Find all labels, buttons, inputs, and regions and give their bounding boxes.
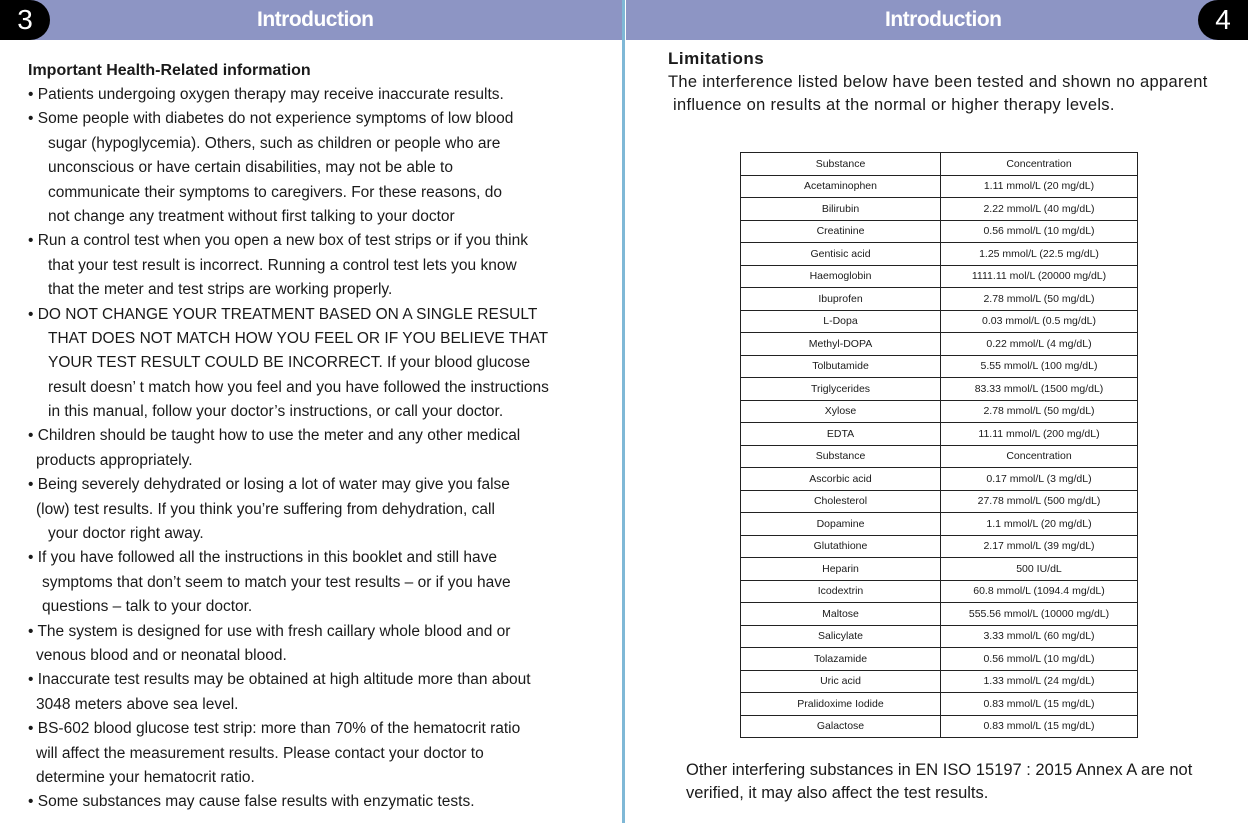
concentration-cell: 1111.11 mol/L (20000 mg/dL): [941, 265, 1138, 288]
text-line: • Some substances may cause false results with enzymatic tests.: [28, 793, 475, 811]
health-info-section: [28, 59, 608, 815]
text-line: not change any treatment without first talking to your doctor: [48, 207, 455, 225]
text-line: communicate their symptoms to caregivers. For these reasons, do: [48, 183, 502, 201]
substance-cell: Xylose: [741, 400, 941, 423]
interference-table-body: [741, 153, 1138, 738]
concentration-cell: 1.11 mmol/L (20 mg/dL): [941, 175, 1138, 198]
page-number-left: 3: [0, 0, 50, 40]
intro-line: influence on results at the normal or higher therapy levels.: [673, 96, 1115, 114]
substance-cell: Icodextrin: [741, 580, 941, 603]
text-line: unconscious or have certain disabilities, may not be able to: [48, 159, 453, 177]
text-line: that your test result is incorrect. Running a control test lets you know: [48, 256, 517, 274]
limitations-section: [668, 47, 1228, 117]
footer-note: [686, 759, 1226, 805]
substance-cell: Galactose: [741, 715, 941, 738]
substance-cell: Tolbutamide: [741, 355, 941, 378]
text-line: will affect the measurement results. Please contact your doctor to: [36, 744, 484, 762]
substance-cell: EDTA: [741, 423, 941, 446]
concentration-cell: 500 IU/dL: [941, 558, 1138, 581]
concentration-cell: 2.78 mmol/L (50 mg/dL): [941, 288, 1138, 311]
table-row: [741, 558, 1138, 581]
table-row: [741, 175, 1138, 198]
text-line: • Children should be taught how to use the meter and any other medical: [28, 427, 521, 445]
footer-line: Other interfering substances in EN ISO 15197 : 2015 Annex A are not: [686, 761, 1193, 779]
substance-cell: Cholesterol: [741, 490, 941, 513]
table-row: [741, 513, 1138, 536]
table-row: [741, 220, 1138, 243]
text-line: your doctor right away.: [48, 525, 204, 543]
table-row: [741, 423, 1138, 446]
substance-cell: Substance: [741, 153, 941, 176]
concentration-cell: 1.33 mmol/L (24 mg/dL): [941, 670, 1138, 693]
substance-cell: Pralidoxime Iodide: [741, 693, 941, 716]
text-line: that the meter and test strips are working properly.: [48, 281, 393, 299]
header-bar-left: [0, 0, 622, 40]
text-line: sugar (hypoglycemia). Others, such as children or people who are: [48, 134, 501, 152]
substance-cell: Ascorbic acid: [741, 468, 941, 491]
substance-cell: Acetaminophen: [741, 175, 941, 198]
concentration-cell: 11.11 mmol/L (200 mg/dL): [941, 423, 1138, 446]
text-line: 3048 meters above sea level.: [36, 695, 239, 713]
concentration-cell: 83.33 mmol/L (1500 mg/dL): [941, 378, 1138, 401]
text-line: symptoms that don’t seem to match your test results – or if you have: [42, 573, 511, 591]
table-row: [741, 603, 1138, 626]
page-title-left: Introduction: [257, 8, 374, 31]
substance-cell: Haemoglobin: [741, 265, 941, 288]
table-row: [741, 580, 1138, 603]
table-header-row: [741, 153, 1138, 176]
substance-cell: Uric acid: [741, 670, 941, 693]
table-row: [741, 333, 1138, 356]
substance-cell: Ibuprofen: [741, 288, 941, 311]
concentration-cell: 1.25 mmol/L (22.5 mg/dL): [941, 243, 1138, 266]
concentration-cell: 0.17 mmol/L (3 mg/dL): [941, 468, 1138, 491]
table-row: [741, 693, 1138, 716]
table-row: [741, 288, 1138, 311]
text-line: • The system is designed for use with fresh caillary whole blood and or: [28, 622, 511, 640]
table-row: [741, 378, 1138, 401]
table-row: [741, 468, 1138, 491]
substance-cell: Dopamine: [741, 513, 941, 536]
concentration-cell: 0.03 mmol/L (0.5 mg/dL): [941, 310, 1138, 333]
table-row: [741, 648, 1138, 671]
substance-cell: Substance: [741, 445, 941, 468]
concentration-cell: 0.83 mmol/L (15 mg/dL): [941, 693, 1138, 716]
table-row: [741, 715, 1138, 738]
health-info-title: Important Health-Related information: [28, 62, 311, 79]
table-row: [741, 355, 1138, 378]
substance-cell: Heparin: [741, 558, 941, 581]
text-line: • Being severely dehydrated or losing a lot of water may give you false: [28, 476, 510, 494]
text-line: • Run a control test when you open a new box of test strips or if you think: [28, 232, 528, 250]
substance-cell: Salicylate: [741, 625, 941, 648]
table-row: [741, 198, 1138, 221]
concentration-cell: Concentration: [941, 153, 1138, 176]
text-line: • Some people with diabetes do not experience symptoms of low blood: [28, 110, 514, 128]
text-line: questions – talk to your doctor.: [42, 598, 253, 616]
concentration-cell: 60.8 mmol/L (1094.4 mg/dL): [941, 580, 1138, 603]
substance-cell: Methyl-DOPA: [741, 333, 941, 356]
concentration-cell: 0.83 mmol/L (15 mg/dL): [941, 715, 1138, 738]
text-line: • Patients undergoing oxygen therapy may receive inaccurate results.: [28, 86, 504, 103]
text-line: in this manual, follow your doctor’s instructions, or call your doctor.: [48, 403, 504, 421]
limitations-intro: [668, 71, 1228, 117]
substance-cell: Bilirubin: [741, 198, 941, 221]
table-header-row: [741, 445, 1138, 468]
header-bar-right: [626, 0, 1248, 40]
intro-line: The interference listed below have been tested and shown no apparent: [668, 73, 1208, 91]
text-line: YOUR TEST RESULT COULD BE INCORRECT. If your blood glucose: [48, 354, 531, 372]
table-row: [741, 670, 1138, 693]
table-row: [741, 535, 1138, 558]
text-line: products appropriately.: [36, 451, 193, 469]
substance-cell: Triglycerides: [741, 378, 941, 401]
substance-cell: Creatinine: [741, 220, 941, 243]
text-line: • DO NOT CHANGE YOUR TREATMENT BASED ON A SINGLE RESULT: [28, 305, 538, 323]
concentration-cell: 2.17 mmol/L (39 mg/dL): [941, 535, 1138, 558]
table-row: [741, 265, 1138, 288]
substance-cell: Gentisic acid: [741, 243, 941, 266]
concentration-cell: 0.56 mmol/L (10 mg/dL): [941, 220, 1138, 243]
table-row: [741, 243, 1138, 266]
substance-cell: Tolazamide: [741, 648, 941, 671]
page-number-right: 4: [1198, 0, 1248, 40]
text-line: THAT DOES NOT MATCH HOW YOU FEEL OR IF YOU BELIEVE THAT: [48, 329, 549, 347]
concentration-cell: 3.33 mmol/L (60 mg/dL): [941, 625, 1138, 648]
substance-cell: L-Dopa: [741, 310, 941, 333]
text-line: • Inaccurate test results may be obtained at high altitude more than about: [28, 671, 531, 689]
concentration-cell: 1.1 mmol/L (20 mg/dL): [941, 513, 1138, 536]
table-row: [741, 490, 1138, 513]
substance-cell: Maltose: [741, 603, 941, 626]
text-line: (low) test results. If you think you’re suffering from dehydration, call: [36, 500, 495, 518]
limitations-title: Limitations: [668, 49, 765, 68]
footer-line: verified, it may also affect the test results.: [686, 784, 989, 802]
concentration-cell: 555.56 mmol/L (10000 mg/dL): [941, 603, 1138, 626]
text-line: • If you have followed all the instructions in this booklet and still have: [28, 549, 497, 567]
concentration-cell: 27.78 mmol/L (500 mg/dL): [941, 490, 1138, 513]
concentration-cell: Concentration: [941, 445, 1138, 468]
page-divider: [622, 0, 625, 823]
text-line: result doesn’ t match how you feel and you have followed the instructions: [48, 378, 549, 396]
concentration-cell: 0.22 mmol/L (4 mg/dL): [941, 333, 1138, 356]
text-line: determine your hematocrit ratio.: [36, 768, 255, 786]
text-line: • BS-602 blood glucose test strip: more than 70% of the hematocrit ratio: [28, 720, 521, 738]
table-row: [741, 400, 1138, 423]
interference-table: [740, 152, 1138, 738]
concentration-cell: 2.78 mmol/L (50 mg/dL): [941, 400, 1138, 423]
page-title-right: Introduction: [885, 8, 1002, 31]
table-row: [741, 625, 1138, 648]
substance-cell: Glutathione: [741, 535, 941, 558]
text-line: venous blood and or neonatal blood.: [36, 646, 287, 664]
concentration-cell: 0.56 mmol/L (10 mg/dL): [941, 648, 1138, 671]
table-row: [741, 310, 1138, 333]
concentration-cell: 5.55 mmol/L (100 mg/dL): [941, 355, 1138, 378]
concentration-cell: 2.22 mmol/L (40 mg/dL): [941, 198, 1138, 221]
